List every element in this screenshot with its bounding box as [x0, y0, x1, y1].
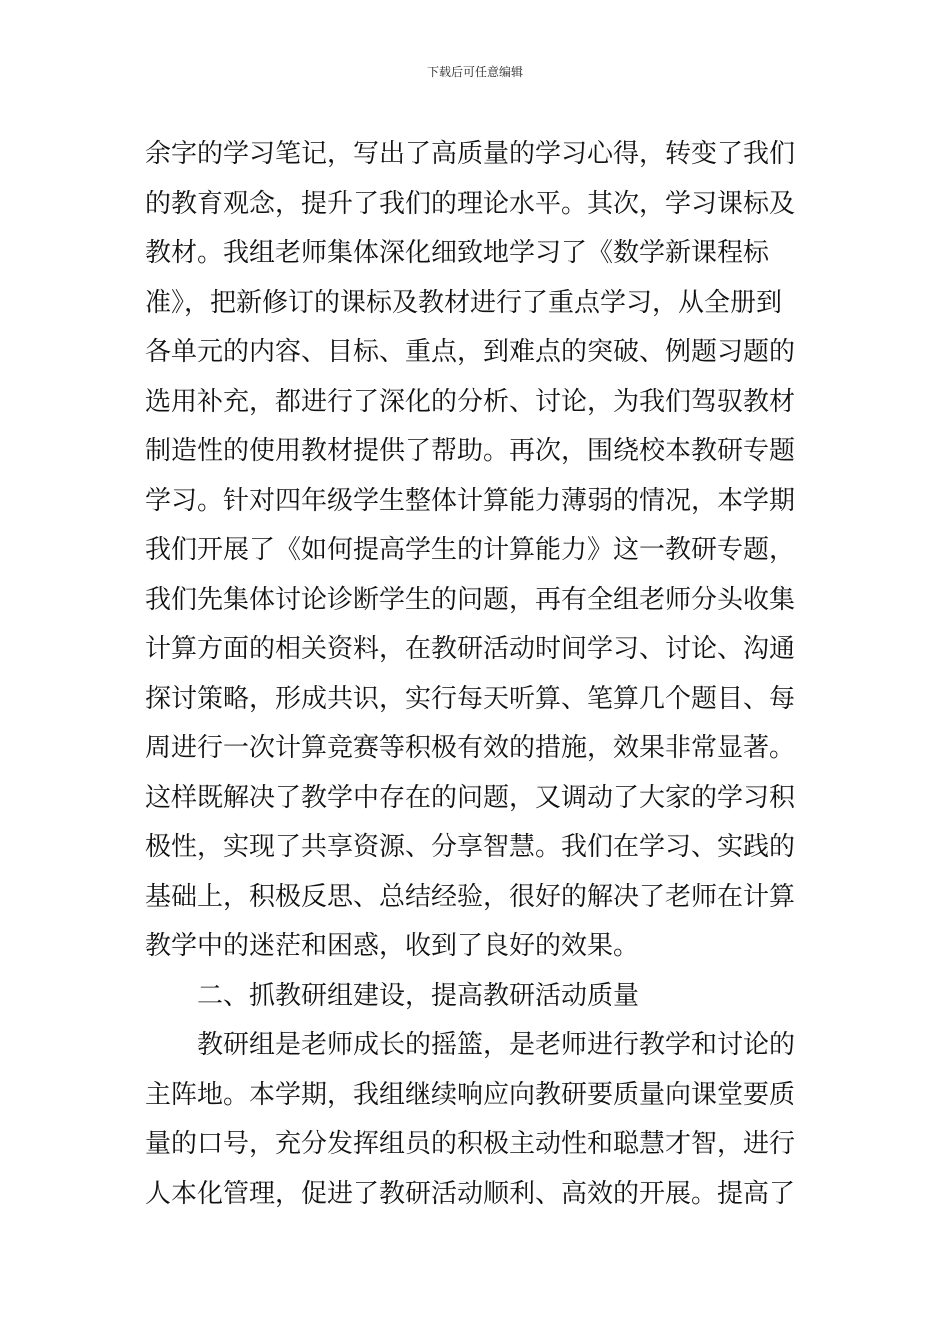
section-heading: 二、抓教研组建设，提高教研活动质量 [197, 980, 640, 1011]
text-line: 周进行一次计算竞赛等积极有效的措施，效果非常显著。 [145, 733, 796, 763]
text-line: 余字的学习笔记，写出了高质量的学习心得，转变了我们 [145, 139, 796, 169]
text-line: 各单元的内容、目标、重点，到难点的突破、例题习题的 [145, 337, 796, 367]
text-line: 我们开展了《如何提高学生的计算能力》这一教研专题， [145, 535, 796, 565]
text-line: 主阵地。本学期，我组继续响应向教研要质量向课堂要质 [145, 1079, 796, 1110]
text-line: 的教育观念，提升了我们的理论水平。其次，学习课标及 [145, 188, 796, 219]
text-line: 计算方面的相关资料，在教研活动时间学习、讨论、沟通 [145, 634, 796, 664]
text-line: 这样既解决了教学中存在的问题，又调动了大家的学习积 [145, 782, 796, 813]
document-body [145, 130, 815, 1219]
text-line: 教研组是老师成长的摇篮，是老师进行教学和讨论的 [197, 1030, 796, 1060]
text-line: 选用补充，都进行了深化的分析、讨论，为我们驾驭教材 [145, 386, 796, 417]
text-line: 准》，把新修订的课标及教材进行了重点学习，从全册到 [145, 287, 783, 318]
text-line: 量的口号，充分发挥组员的积极主动性和聪慧才智，进行 [145, 1129, 796, 1159]
text-line: 我们先集体讨论诊断学生的问题，再有全组老师分头收集 [145, 584, 796, 615]
text-line: 基础上，积极反思、总结经验，很好的解决了老师在计算 [145, 881, 796, 912]
text-line: 教材。我组老师集体深化细致地学习了《数学新课程标 [145, 238, 770, 268]
text-line: 极性，实现了共享资源、分享智慧。我们在学习、实践的 [145, 832, 796, 862]
text-line: 制造性的使用教材提供了帮助。再次，围绕校本教研专题 [145, 436, 796, 466]
page-header: 下载后可任意编辑 [426, 65, 523, 79]
text-line: 教学中的迷茫和困惑，收到了良好的效果。 [145, 931, 640, 961]
text-line: 探讨策略，形成共识，实行每天听算、笔算几个题目、每 [145, 683, 796, 714]
text-line: 人本化管理，促进了教研活动顺利、高效的开展。提高了 [145, 1178, 796, 1209]
text-line: 学习。针对四年级学生整体计算能力薄弱的情况，本学期 [145, 485, 796, 516]
